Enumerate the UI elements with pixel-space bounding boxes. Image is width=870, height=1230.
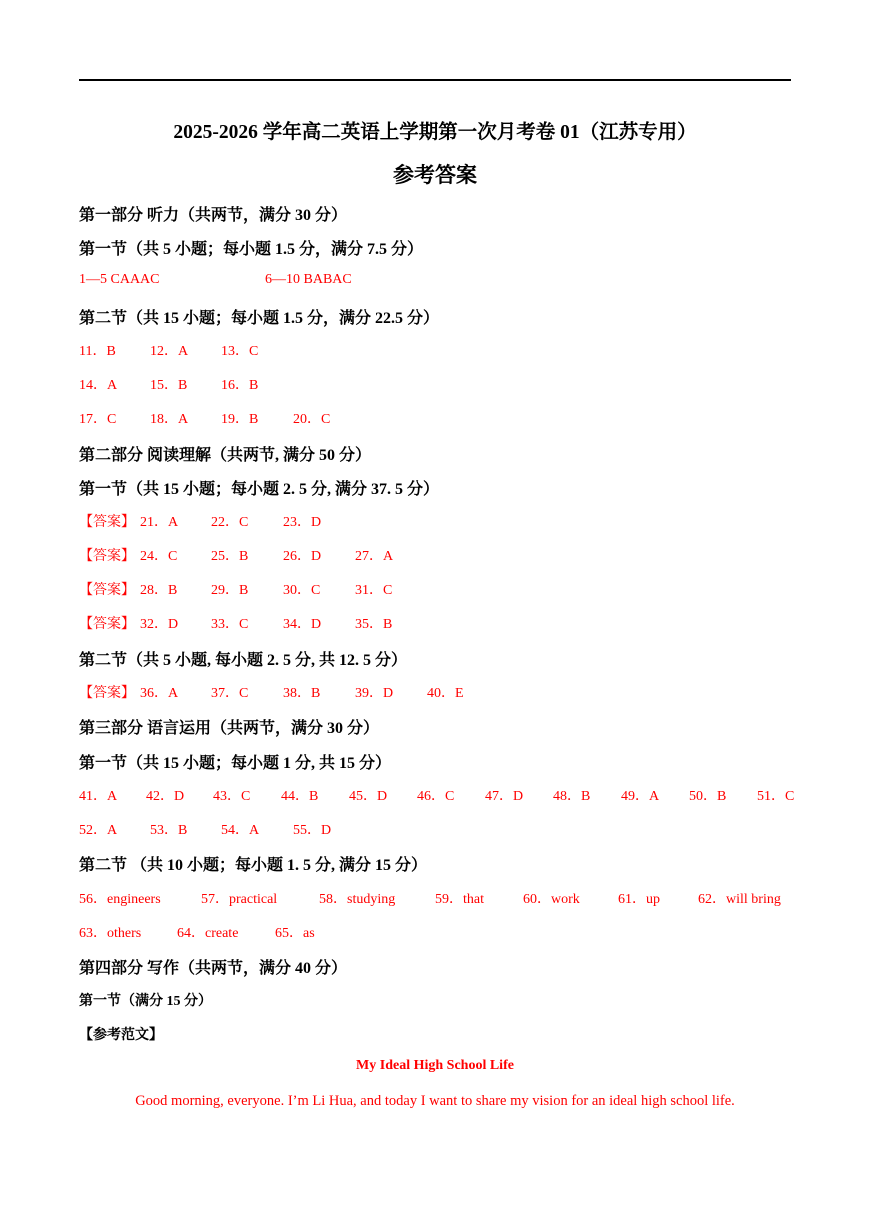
essay-title: My Ideal High School Life [356, 1058, 514, 1073]
part4-heading: 第四部分 写作（共两节，满分 40 分） [79, 960, 348, 977]
answer-tag: 【答案】 [79, 515, 135, 530]
part4-sec1-heading: 第一节（满分 15 分） [79, 994, 212, 1009]
answer-item: 61．up [618, 892, 660, 907]
answer-item: 24．C [140, 549, 178, 564]
answer-item: 44．B [281, 789, 319, 804]
answer-group: 6—10 BABAC [265, 272, 352, 287]
answer-item: 21．A [140, 515, 179, 530]
answer-item: 50．B [689, 789, 727, 804]
answer-item: 65．as [275, 926, 315, 941]
answer-item: 47．D [485, 789, 524, 804]
answer-item: 48．B [553, 789, 591, 804]
answer-item: 60．work [523, 892, 580, 907]
answer-item: 38．B [283, 686, 321, 701]
answer-item: 45．D [349, 789, 388, 804]
answer-item: 35．B [355, 617, 393, 632]
answer-item: 42．D [146, 789, 185, 804]
answer-item: 39．D [355, 686, 394, 701]
answer-item: 49．A [621, 789, 660, 804]
part3-sec2-heading: 第二节 （共 10 小题；每小题 1. 5 分, 满分 15 分） [79, 857, 428, 874]
answer-item: 54．A [221, 823, 260, 838]
answer-item: 55．D [293, 823, 332, 838]
answer-item: 11．B [79, 344, 116, 359]
essay-paragraph: Good morning, everyone. I’m Li Hua, and today I want to share my vision for an ideal high school life. [135, 1093, 735, 1109]
answer-item: 36．A [140, 686, 179, 701]
answer-item: 25．B [211, 549, 249, 564]
answer-item: 27．A [355, 549, 394, 564]
answer-item: 57．practical [201, 892, 278, 907]
answer-item: 23．D [283, 515, 322, 530]
answer-item: 29．B [211, 583, 249, 598]
answer-item: 58．studying [319, 892, 396, 907]
answer-item: 28．B [140, 583, 178, 598]
top-rule [79, 79, 791, 81]
part2-sec1-heading: 第一节（共 15 小题；每小题 2. 5 分, 满分 37. 5 分） [79, 481, 440, 498]
answer-item: 20．C [293, 412, 331, 427]
answer-item: 53．B [150, 823, 188, 838]
answer-tag: 【答案】 [79, 583, 135, 598]
answer-item: 14．A [79, 378, 118, 393]
answer-item: 51．C [757, 789, 795, 804]
sample-essay-label: 【参考范文】 [79, 1028, 163, 1043]
answer-item: 32．D [140, 617, 179, 632]
answer-item: 52．A [79, 823, 118, 838]
answer-item: 41．A [79, 789, 118, 804]
answer-item: 43．C [213, 789, 251, 804]
answer-item: 59．that [435, 892, 484, 907]
answer-item: 17．C [79, 412, 117, 427]
answer-item: 18．A [150, 412, 189, 427]
answer-tag: 【答案】 [79, 686, 135, 701]
answer-item: 22．C [211, 515, 249, 530]
answer-item: 46．C [417, 789, 455, 804]
answer-item: 63．others [79, 926, 142, 941]
answer-item: 31．C [355, 583, 393, 598]
answer-item: 56．engineers [79, 892, 161, 907]
part3-sec1-heading: 第一节（共 15 小题；每小题 1 分, 共 15 分） [79, 755, 392, 772]
answer-tag: 【答案】 [79, 549, 135, 564]
page-subtitle: 参考答案 [393, 163, 477, 187]
answer-item: 34．D [283, 617, 322, 632]
answer-item: 40．E [427, 686, 464, 701]
answer-item: 26．D [283, 549, 322, 564]
part3-heading: 第三部分 语言运用（共两节，满分 30 分） [79, 720, 380, 737]
part1-heading: 第一部分 听力（共两节，满分 30 分） [79, 207, 348, 224]
page-title: 2025-2026 学年高二英语上学期第一次月考卷 01（江苏专用） [173, 122, 697, 143]
part2-heading: 第二部分 阅读理解（共两节, 满分 50 分） [79, 447, 372, 464]
answer-tag: 【答案】 [79, 617, 135, 632]
part2-sec2-heading: 第二节（共 5 小题, 每小题 2. 5 分, 共 12. 5 分） [79, 652, 408, 669]
answer-item: 64．create [177, 926, 239, 941]
answer-item: 37．C [211, 686, 249, 701]
answer-item: 30．C [283, 583, 321, 598]
part1-sec1-heading: 第一节（共 5 小题；每小题 1.5 分，满分 7.5 分） [79, 241, 424, 258]
answer-item: 62．will bring [698, 892, 781, 907]
answer-group: 1—5 CAAAC [79, 272, 160, 287]
answer-item: 16．B [221, 378, 259, 393]
answer-item: 19．B [221, 412, 259, 427]
answer-item: 13．C [221, 344, 259, 359]
answer-item: 12．A [150, 344, 189, 359]
part1-sec2-heading: 第二节（共 15 小题；每小题 1.5 分，满分 22.5 分） [79, 310, 440, 327]
answer-item: 15．B [150, 378, 188, 393]
answer-item: 33．C [211, 617, 249, 632]
